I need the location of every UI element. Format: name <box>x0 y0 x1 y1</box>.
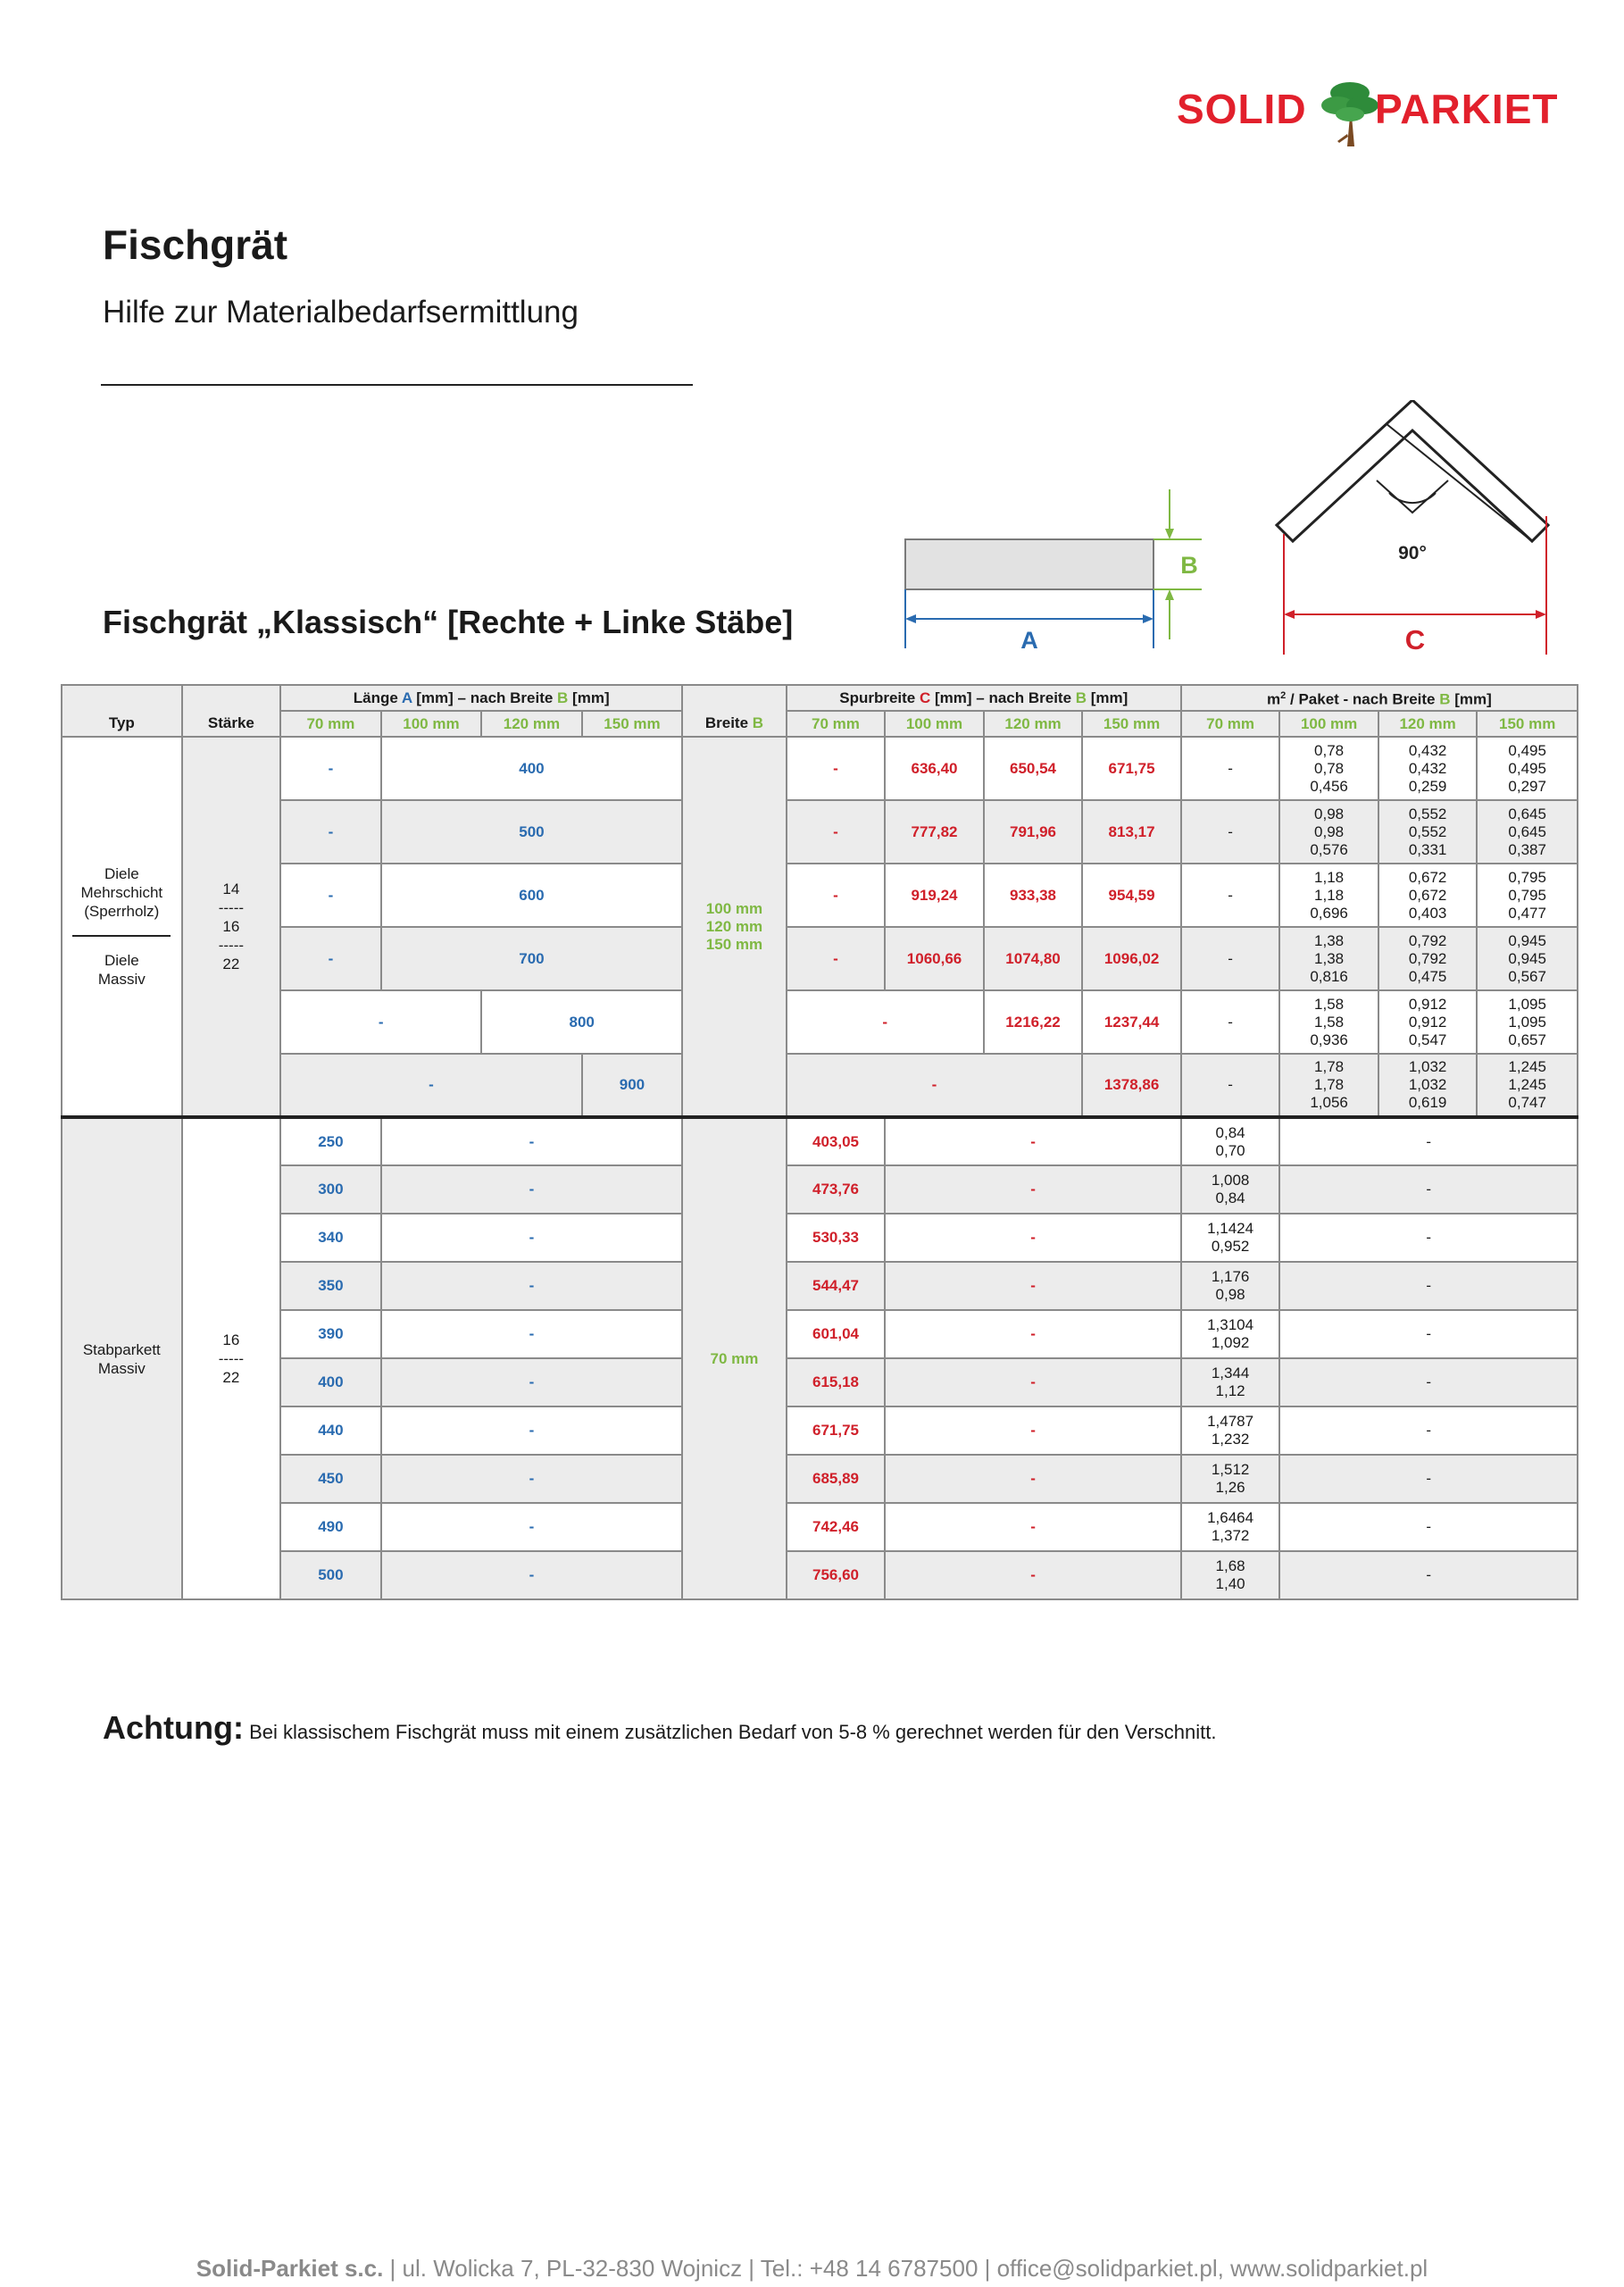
spur-cell: - <box>787 927 886 990</box>
header-laenge <box>280 685 682 711</box>
page-subtitle: Hilfe zur Materialbedarfsermittlung <box>103 295 579 330</box>
m2-cell <box>1477 800 1578 864</box>
breite-cell <box>682 737 787 1117</box>
m2-value: 1,6464 <box>1207 1509 1254 1526</box>
m2-value: 0,84 <box>1215 1123 1245 1141</box>
laenge-cell: 700 <box>381 927 683 990</box>
spur-cell: - <box>885 1406 1181 1455</box>
laenge-cell: - <box>280 737 381 800</box>
m2-cell <box>1181 1117 1280 1165</box>
spur-cell: 671,75 <box>1082 737 1181 800</box>
m2-value: 0,816 <box>1310 967 1348 985</box>
header-m2-sup: 2 <box>1280 690 1287 702</box>
laenge-cell: 340 <box>280 1214 381 1262</box>
spur-cell: - <box>885 1117 1181 1165</box>
spur-cell: 671,75 <box>787 1406 886 1455</box>
laenge-cell: 350 <box>280 1262 381 1310</box>
spur-cell: 650,54 <box>984 737 1083 800</box>
spur-cell: 1237,44 <box>1082 990 1181 1054</box>
header-m2-b: B <box>1439 690 1451 708</box>
header-staerke: Stärke <box>182 685 281 737</box>
m2-value: 0,795 <box>1508 868 1546 886</box>
m2-value: 1,38 <box>1314 949 1345 967</box>
spur-cell: - <box>885 1262 1181 1310</box>
header-m2-mid: / Paket - nach Breite <box>1286 690 1440 708</box>
m2-value: 1,68 <box>1215 1557 1245 1574</box>
m2-value: 0,792 <box>1408 931 1447 949</box>
header-width: 120 mm <box>1378 711 1478 737</box>
m2-cell <box>1181 1455 1280 1503</box>
typ-cell <box>62 737 182 1117</box>
laenge-cell: - <box>381 1406 683 1455</box>
spur-cell: 954,59 <box>1082 864 1181 927</box>
m2-value: 0,567 <box>1508 967 1546 985</box>
header-laenge-mid: [mm] – nach Breite <box>412 689 558 706</box>
m2-value: 1,78 <box>1314 1076 1345 1093</box>
m2-value: 0,945 <box>1508 931 1546 949</box>
m2-value: 1,58 <box>1314 995 1345 1013</box>
laenge-cell: - <box>280 800 381 864</box>
header-width: 120 mm <box>984 711 1083 737</box>
m2-cell: - <box>1181 737 1280 800</box>
m2-cell: - <box>1181 990 1280 1054</box>
header-width: 150 mm <box>582 711 683 737</box>
spur-cell: 473,76 <box>787 1165 886 1214</box>
spur-cell: - <box>787 1054 1083 1117</box>
m2-value: 0,912 <box>1408 995 1447 1013</box>
m2-value: 0,331 <box>1408 840 1447 858</box>
header-breite-text: Breite <box>704 714 753 731</box>
note-label: Achtung: <box>103 1709 244 1746</box>
m2-cell <box>1181 1551 1280 1599</box>
table-row <box>62 800 1578 864</box>
laenge-cell: 250 <box>280 1117 381 1165</box>
m2-value: 0,912 <box>1408 1013 1447 1031</box>
laenge-cell: - <box>381 1117 683 1165</box>
m2-value: 1,245 <box>1508 1058 1546 1075</box>
spur-cell: 544,47 <box>787 1262 886 1310</box>
m2-cell <box>1477 737 1578 800</box>
breite-text: 100 mm <box>705 899 763 917</box>
m2-cell: - <box>1181 927 1280 990</box>
logo-text-left: SOLID <box>1177 86 1307 132</box>
header-width: 70 mm <box>787 711 886 737</box>
laenge-cell: - <box>381 1310 683 1358</box>
table-row <box>62 864 1578 927</box>
breite-text: 120 mm <box>705 917 763 935</box>
m2-cell: - <box>1279 1551 1578 1599</box>
typ-text: Diele <box>104 865 139 882</box>
m2-cell: - <box>1181 1054 1280 1117</box>
staerke-cell <box>182 1117 281 1599</box>
m2-cell <box>1181 1310 1280 1358</box>
dimension-label-b: B <box>1180 552 1198 579</box>
laenge-cell: 300 <box>280 1165 381 1214</box>
logo-text-right: PARKIET <box>1375 86 1559 132</box>
m2-value: 0,78 <box>1314 741 1345 759</box>
header-m2-text: m <box>1267 690 1281 708</box>
laenge-cell: - <box>381 1165 683 1214</box>
m2-cell <box>1181 1503 1280 1551</box>
m2-cell: - <box>1279 1165 1578 1214</box>
m2-cell <box>1378 990 1478 1054</box>
m2-value: 1,176 <box>1211 1268 1250 1285</box>
laenge-cell: 400 <box>381 737 683 800</box>
m2-value: 0,747 <box>1508 1094 1546 1111</box>
m2-value: 0,696 <box>1310 904 1348 922</box>
laenge-cell: - <box>381 1455 683 1503</box>
spur-cell: 756,60 <box>787 1551 886 1599</box>
header-row-widths <box>62 711 1578 737</box>
header-spur-c: C <box>919 689 931 706</box>
staerke-text: 16 <box>222 1331 240 1348</box>
table-row <box>62 1310 1578 1358</box>
spur-cell: 403,05 <box>787 1117 886 1165</box>
spur-cell: 933,38 <box>984 864 1083 927</box>
m2-value: 0,297 <box>1508 777 1546 795</box>
staerke-text: ----- <box>218 937 245 954</box>
header-row-top <box>62 685 1578 711</box>
spur-cell: - <box>885 1165 1181 1214</box>
m2-value: 1,3104 <box>1207 1316 1254 1333</box>
spur-cell: 791,96 <box>984 800 1083 864</box>
m2-value: 0,432 <box>1408 741 1447 759</box>
spur-cell: - <box>885 1503 1181 1551</box>
m2-value: 0,672 <box>1408 886 1447 904</box>
m2-cell: - <box>1279 1117 1578 1165</box>
spur-cell: - <box>885 1214 1181 1262</box>
staerke-text: 22 <box>222 1369 240 1386</box>
m2-value: 0,98 <box>1314 822 1345 840</box>
header-width: 100 mm <box>885 711 984 737</box>
m2-cell <box>1279 737 1378 800</box>
m2-cell <box>1279 1054 1378 1117</box>
material-table <box>61 684 1578 1600</box>
laenge-cell: - <box>280 864 381 927</box>
header-laenge-a: A <box>401 689 412 706</box>
m2-cell <box>1378 1054 1478 1117</box>
laenge-cell: 400 <box>280 1358 381 1406</box>
m2-value: 0,495 <box>1508 759 1546 777</box>
typ-text: Massiv <box>97 1359 146 1377</box>
header-width: 70 mm <box>1181 711 1280 737</box>
m2-cell <box>1378 864 1478 927</box>
typ-divider <box>72 935 171 937</box>
m2-value: 0,78 <box>1314 759 1345 777</box>
m2-cell <box>1279 927 1378 990</box>
table-row <box>62 990 1578 1054</box>
spur-cell: 615,18 <box>787 1358 886 1406</box>
m2-value: 0,70 <box>1215 1141 1245 1159</box>
m2-value: 0,645 <box>1508 805 1546 822</box>
m2-cell <box>1279 864 1378 927</box>
laenge-cell: 600 <box>381 864 683 927</box>
laenge-cell: - <box>381 1358 683 1406</box>
m2-cell: - <box>1279 1262 1578 1310</box>
header-width: 100 mm <box>1279 711 1378 737</box>
m2-value: 0,547 <box>1408 1031 1447 1048</box>
m2-value: 0,477 <box>1508 904 1546 922</box>
laenge-cell: - <box>381 1262 683 1310</box>
m2-value: 1,056 <box>1310 1094 1348 1111</box>
table-row <box>62 1117 1578 1165</box>
laenge-cell: - <box>280 1054 582 1117</box>
m2-value: 1,26 <box>1215 1479 1245 1496</box>
m2-value: 1,40 <box>1215 1575 1245 1592</box>
m2-value: 1,58 <box>1314 1013 1345 1031</box>
typ-text: Diele <box>104 952 139 969</box>
staerke-text: 22 <box>222 956 240 972</box>
m2-value: 1,38 <box>1314 931 1345 949</box>
table-row <box>62 1165 1578 1214</box>
m2-value: 0,495 <box>1508 741 1546 759</box>
laenge-cell: 800 <box>481 990 682 1054</box>
m2-value: 0,657 <box>1508 1031 1546 1048</box>
header-spur-b: B <box>1075 689 1087 706</box>
laenge-cell: 490 <box>280 1503 381 1551</box>
m2-value: 0,672 <box>1408 868 1447 886</box>
footer-company: Solid-Parkiet s.c. <box>196 2255 384 2282</box>
spur-cell: 919,24 <box>885 864 984 927</box>
typ-text: Mehrschicht <box>80 884 163 901</box>
m2-cell <box>1477 1054 1578 1117</box>
m2-cell: - <box>1279 1358 1578 1406</box>
header-width: 100 mm <box>381 711 482 737</box>
header-width: 150 mm <box>1477 711 1578 737</box>
m2-cell <box>1378 737 1478 800</box>
staerke-text: 16 <box>222 918 240 935</box>
header-laenge-post: [mm] <box>568 689 610 706</box>
spur-cell: 685,89 <box>787 1455 886 1503</box>
laenge-cell: - <box>381 1551 683 1599</box>
m2-cell <box>1181 1406 1280 1455</box>
m2-value: 0,403 <box>1408 904 1447 922</box>
table-row <box>62 927 1578 990</box>
m2-cell <box>1181 1358 1280 1406</box>
m2-cell <box>1477 864 1578 927</box>
spur-cell: 742,46 <box>787 1503 886 1551</box>
m2-value: 1,095 <box>1508 995 1546 1013</box>
m2-cell <box>1279 800 1378 864</box>
spur-cell: - <box>787 800 886 864</box>
header-breite <box>682 685 787 737</box>
spur-cell: - <box>787 990 984 1054</box>
m2-value: 0,456 <box>1310 777 1348 795</box>
m2-value: 0,98 <box>1314 805 1345 822</box>
staerke-text: 14 <box>222 881 240 897</box>
m2-value: 1,18 <box>1314 886 1345 904</box>
m2-value: 1,4787 <box>1207 1413 1254 1430</box>
typ-text: Stabparkett <box>82 1340 161 1358</box>
m2-value: 0,98 <box>1215 1286 1245 1303</box>
m2-value: 1,232 <box>1211 1431 1250 1448</box>
angle-label: 90° <box>1398 543 1427 563</box>
header-m2-post: [mm] <box>1450 690 1492 708</box>
table-row <box>62 1262 1578 1310</box>
typ-text: Massiv <box>97 971 146 988</box>
m2-value: 0,475 <box>1408 967 1447 985</box>
m2-value: 0,645 <box>1508 822 1546 840</box>
m2-value: 0,387 <box>1508 840 1546 858</box>
typ-text: (Sperrholz) <box>84 903 160 920</box>
header-spur-text: Spurbreite <box>839 689 920 706</box>
m2-value: 0,432 <box>1408 759 1447 777</box>
m2-value: 0,945 <box>1508 949 1546 967</box>
laenge-cell: 500 <box>280 1551 381 1599</box>
header-laenge-text: Länge <box>353 689 402 706</box>
dimension-diagram <box>902 400 1562 659</box>
table-row <box>62 1455 1578 1503</box>
title-divider <box>101 384 693 386</box>
header-spurbreite <box>787 685 1181 711</box>
spur-cell: 1216,22 <box>984 990 1083 1054</box>
m2-value: 1,032 <box>1408 1076 1447 1093</box>
header-width: 120 mm <box>481 711 582 737</box>
m2-cell: - <box>1279 1406 1578 1455</box>
spur-cell: 1074,80 <box>984 927 1083 990</box>
spur-cell: 1378,86 <box>1082 1054 1181 1117</box>
company-logo <box>1177 79 1587 150</box>
m2-value: 1,245 <box>1508 1076 1546 1093</box>
m2-value: 0,84 <box>1215 1189 1245 1206</box>
table-row <box>62 1358 1578 1406</box>
header-spur-post: [mm] <box>1087 689 1128 706</box>
m2-cell: - <box>1279 1503 1578 1551</box>
m2-cell: - <box>1279 1214 1578 1262</box>
section-title: Fischgrät „Klassisch“ [Rechte + Linke Stäbe] <box>103 604 794 640</box>
m2-value: 0,576 <box>1310 840 1348 858</box>
spur-cell: 601,04 <box>787 1310 886 1358</box>
header-spur-mid: [mm] – nach Breite <box>930 689 1076 706</box>
spur-cell: 636,40 <box>885 737 984 800</box>
m2-cell <box>1378 927 1478 990</box>
spur-cell: 530,33 <box>787 1214 886 1262</box>
header-width: 70 mm <box>280 711 381 737</box>
laenge-cell: 390 <box>280 1310 381 1358</box>
staerke-text: ----- <box>218 899 245 916</box>
spur-cell: 813,17 <box>1082 800 1181 864</box>
m2-value: 1,78 <box>1314 1058 1345 1075</box>
laenge-cell: - <box>280 990 481 1054</box>
m2-cell: - <box>1279 1455 1578 1503</box>
m2-cell <box>1181 1214 1280 1262</box>
note <box>103 1708 1216 1752</box>
m2-value: 0,259 <box>1408 777 1447 795</box>
m2-cell <box>1279 990 1378 1054</box>
page-footer <box>0 2253 1624 2283</box>
m2-cell: - <box>1181 800 1280 864</box>
spur-cell: - <box>885 1551 1181 1599</box>
spur-cell: - <box>885 1455 1181 1503</box>
staerke-cell <box>182 737 281 1117</box>
m2-value: 1,18 <box>1314 868 1345 886</box>
spur-cell: 1096,02 <box>1082 927 1181 990</box>
staerke-text: ----- <box>218 1350 245 1367</box>
m2-value: 1,344 <box>1211 1365 1250 1381</box>
m2-cell <box>1181 1262 1280 1310</box>
header-breite-b: B <box>752 714 764 731</box>
table-row <box>62 1551 1578 1599</box>
table-row <box>62 1054 1578 1117</box>
header-typ: Typ <box>62 685 182 737</box>
header-width: 150 mm <box>1082 711 1181 737</box>
spur-cell: - <box>885 1310 1181 1358</box>
footer-contact: | ul. Wolicka 7, PL-32-830 Wojnicz | Tel.: +48 14 6787500 | office@solidparkiet.pl, www.solidparkiet.pl <box>383 2255 1428 2282</box>
m2-cell <box>1477 927 1578 990</box>
m2-cell: - <box>1181 864 1280 927</box>
m2-value: 0,936 <box>1310 1031 1348 1048</box>
spur-cell: 777,82 <box>885 800 984 864</box>
m2-cell <box>1477 990 1578 1054</box>
spur-cell: - <box>885 1358 1181 1406</box>
page-title: Fischgrät <box>103 221 288 268</box>
table-row <box>62 1503 1578 1551</box>
m2-value: 0,619 <box>1408 1094 1447 1111</box>
breite-cell: 70 mm <box>682 1117 787 1599</box>
laenge-cell: - <box>381 1214 683 1262</box>
m2-value: 0,792 <box>1408 949 1447 967</box>
header-laenge-b: B <box>557 689 569 706</box>
m2-cell: - <box>1279 1310 1578 1358</box>
laenge-cell: 440 <box>280 1406 381 1455</box>
breite-text: 150 mm <box>705 935 763 953</box>
table-row <box>62 1406 1578 1455</box>
laenge-cell: 900 <box>582 1054 683 1117</box>
m2-value: 1,372 <box>1211 1527 1250 1544</box>
spur-cell: - <box>787 864 886 927</box>
dimension-label-c: C <box>1404 624 1426 655</box>
m2-value: 1,12 <box>1215 1382 1245 1399</box>
m2-value: 1,1424 <box>1207 1220 1254 1237</box>
laenge-cell: - <box>280 927 381 990</box>
header-m2 <box>1181 685 1578 711</box>
spur-cell: - <box>787 737 886 800</box>
m2-cell <box>1378 800 1478 864</box>
m2-value: 1,512 <box>1211 1461 1250 1478</box>
laenge-cell: 450 <box>280 1455 381 1503</box>
spur-cell: 1060,66 <box>885 927 984 990</box>
m2-value: 1,032 <box>1408 1058 1447 1075</box>
laenge-cell: 500 <box>381 800 683 864</box>
m2-value: 0,552 <box>1408 805 1447 822</box>
m2-value: 1,095 <box>1508 1013 1546 1031</box>
m2-cell <box>1181 1165 1280 1214</box>
table-row <box>62 737 1578 800</box>
table-row <box>62 1214 1578 1262</box>
m2-value: 1,092 <box>1211 1334 1250 1351</box>
note-text: Bei klassischem Fischgrät muss mit einem zusätzlichen Bedarf von 5-8 % gerechnet werden für den Verschnitt. <box>243 1721 1217 1743</box>
m2-value: 1,008 <box>1211 1172 1250 1189</box>
m2-value: 0,795 <box>1508 886 1546 904</box>
laenge-cell: - <box>381 1503 683 1551</box>
typ-cell <box>62 1117 182 1599</box>
m2-value: 0,552 <box>1408 822 1447 840</box>
tree-icon <box>1320 79 1380 148</box>
dimension-label-a: A <box>1020 627 1038 654</box>
m2-value: 0,952 <box>1211 1238 1250 1255</box>
